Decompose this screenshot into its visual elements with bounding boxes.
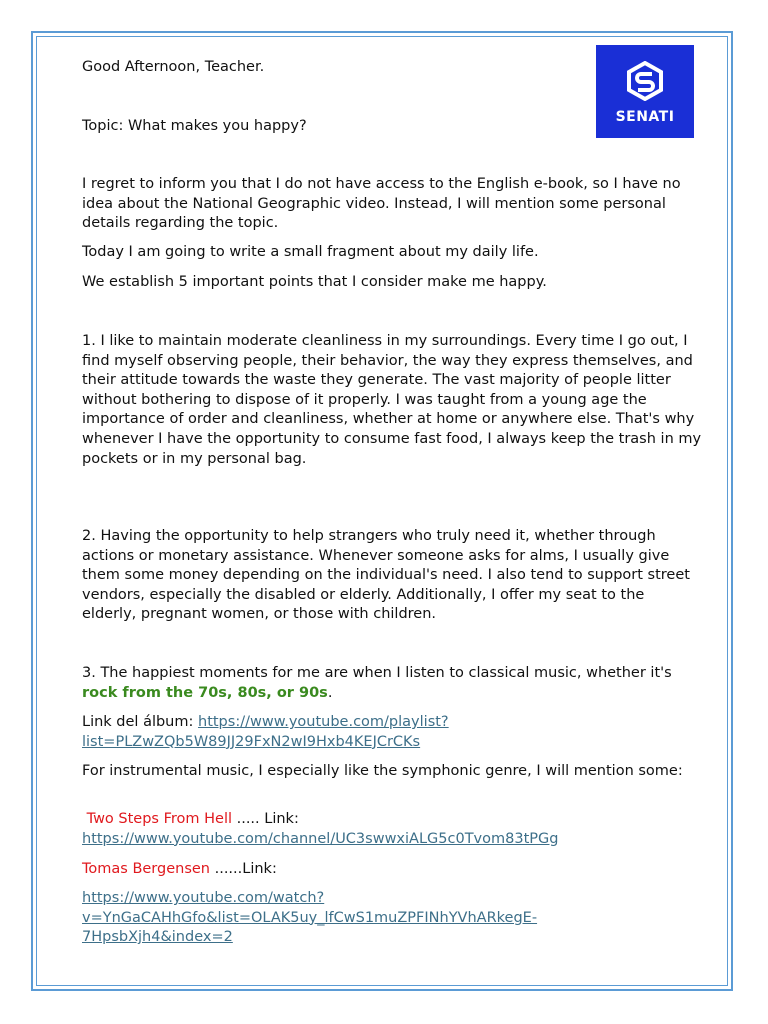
artist-2-suffix: ......Link: <box>210 861 277 877</box>
artist-1-paragraph <box>82 810 702 849</box>
album-label: Link del álbum: <box>82 714 198 730</box>
artist-2-link[interactable]: https://www.youtube.com/watch? v=YnGaCAHhGfo&list=OLAK5uy_lfCwS1muZPFINhYVhARkegE- 7HpsbXjh4&index=2 <box>82 890 538 946</box>
point-2-paragraph: 2. Having the opportunity to help strangers who truly need it, whether through actions or monetary assistance. Whenever someone asks for alms, I usually give them some money depending on the individual's need. I also tend to support street vendors, especially the disabled or elderly. Additionally, I offer my seat to the elderly, pregnant women, or those with children. <box>82 528 690 623</box>
instrumental-paragraph: For instrumental music, I especially like the symphonic genre, I will mention some: <box>82 763 683 779</box>
establish-paragraph: We establish 5 important points that I consider make me happy. <box>82 274 547 290</box>
point-3-end: . <box>327 684 333 701</box>
point-3-paragraph <box>82 664 702 703</box>
point-3-text: 3. The happiest moments for me are when I listen to classical music, whether it's <box>82 665 672 681</box>
artist-1-suffix: ..... Link: <box>232 811 299 827</box>
point-1-paragraph: 1. I like to maintain moderate cleanliness in my surroundings. Every time I go out, I find myself observing people, their behavior, the way they express themselves, and their attitude towards the waste they generate. The vast majority of people litter without bothering to dispose of it properly. I was taught from a young age the importance of order and cleanliness, whether at home or anywhere else. That's why whenever I have the opportunity to consume fast food, I always keep the trash in my pockets or in my personal bag. <box>82 333 702 467</box>
artist-2-paragraph <box>82 860 702 880</box>
topic-line: Topic: What makes you happy? <box>82 118 307 134</box>
artist-2-name: Tomas Bergensen <box>82 861 210 877</box>
point-3-highlight: rock from the 70s, 80s, or 90s <box>82 684 328 701</box>
today-paragraph: Today I am going to write a small fragment about my daily life. <box>82 244 539 260</box>
album-link[interactable]: https://www.youtube.com/playlist? list=PLZwZQb5W89JJ29FxN2wI9Hxb4KEJCrCKs <box>82 714 449 750</box>
greeting: Good Afternoon, Teacher. <box>82 59 265 75</box>
artist-1-link[interactable]: https://www.youtube.com/channel/UC3swwxiALG5c0Tvom83tPGg <box>82 830 559 847</box>
intro-paragraph: I regret to inform you that I do not have access to the English e-book, so I have no idea about the National Geographic video. Instead, I will mention some personal details regarding the topic. <box>82 176 681 232</box>
album-paragraph <box>82 713 702 752</box>
logo-text: SENATI <box>615 109 675 125</box>
artist-1-name: Two Steps From Hell <box>82 811 232 827</box>
artist-2-link-paragraph <box>82 889 702 948</box>
